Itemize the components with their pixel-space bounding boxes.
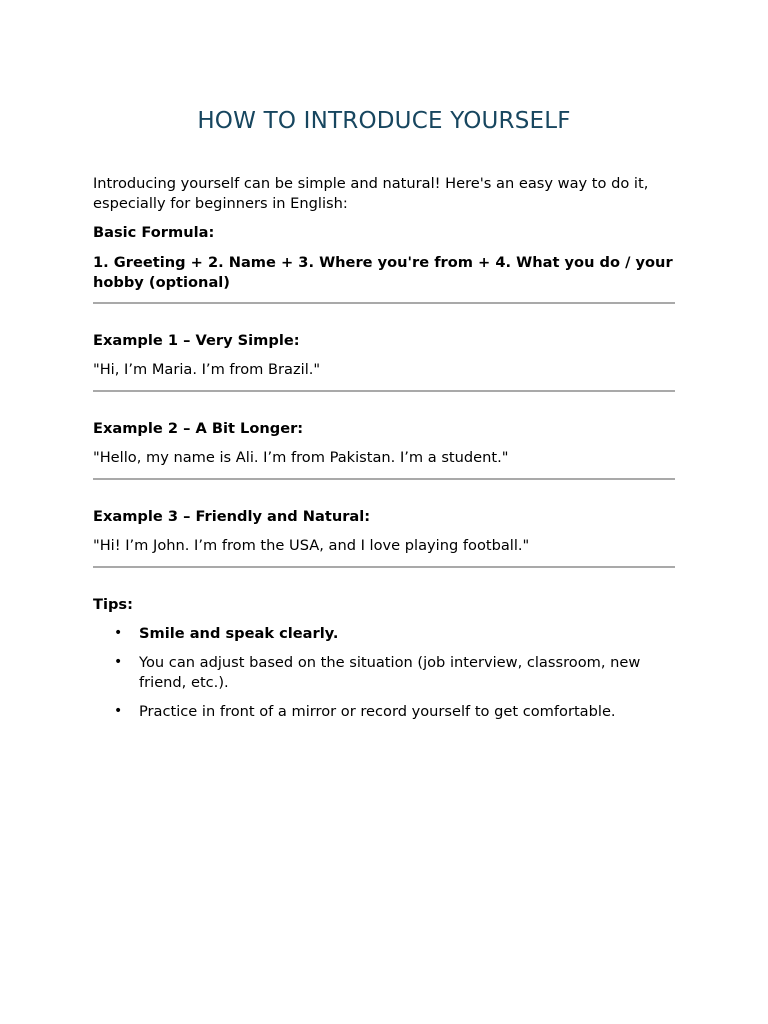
example-1-heading: Example 1 – Very Simple:	[93, 332, 300, 349]
formula-text: 1. Greeting + 2. Name + 3. Where you're from + 4. What you do / your hobby (optional)	[93, 254, 673, 291]
example-2-heading: Example 2 – A Bit Longer:	[93, 420, 304, 437]
bullet-icon: •	[114, 703, 123, 719]
divider	[93, 302, 675, 304]
tip-text: Practice in front of a mirror or record yourself to get comfortable.	[139, 703, 616, 720]
divider	[93, 390, 675, 392]
example-3-text: "Hi! I’m John. I’m from the USA, and I love playing football."	[93, 537, 530, 554]
tip-text: You can adjust based on the situation (job interview, classroom, new friend, etc.).	[139, 654, 641, 691]
divider	[93, 478, 675, 480]
tips-heading: Tips:	[93, 596, 133, 613]
formula-heading: Basic Formula:	[93, 224, 215, 241]
bullet-icon: •	[114, 654, 123, 670]
example-2-text: "Hello, my name is Ali. I’m from Pakistan. I’m a student."	[93, 449, 509, 466]
tip-text: Smile and speak clearly.	[139, 625, 339, 642]
divider	[93, 566, 675, 568]
example-1-text: "Hi, I’m Maria. I’m from Brazil."	[93, 361, 321, 378]
bullet-icon: •	[114, 625, 123, 641]
example-3-heading: Example 3 – Friendly and Natural:	[93, 508, 371, 525]
intro-paragraph: Introducing yourself can be simple and natural! Here's an easy way to do it, especially for beginners in English:	[93, 175, 649, 212]
page-title: HOW TO INTRODUCE YOURSELF	[197, 108, 571, 134]
